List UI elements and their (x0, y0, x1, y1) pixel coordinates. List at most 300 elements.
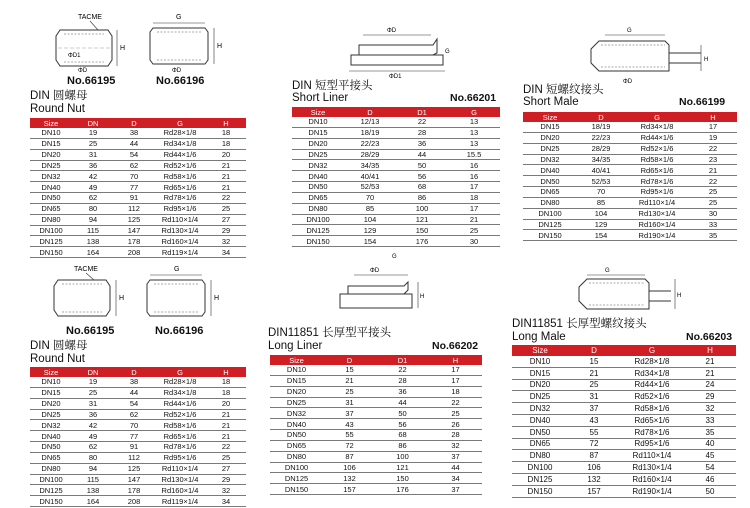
table-cell: Rd95×1/6 (625, 187, 689, 198)
table-cell: 21 (323, 375, 376, 386)
table-cell: 176 (376, 484, 429, 495)
table-cell: 22 (206, 193, 246, 204)
long-liner-title-cn: DIN11851 长厚型平接头 (268, 327, 392, 339)
table-cell: DN20 (523, 132, 577, 143)
table-cell: DN65 (270, 440, 323, 451)
table-cell: Rd78×1/6 (154, 442, 206, 453)
table-row (512, 367, 736, 379)
table-row (292, 182, 500, 193)
table-cell: Rd34×1/8 (154, 138, 206, 149)
table-cell: DN125 (30, 485, 72, 496)
table-cell: 32 (206, 485, 246, 496)
table-cell: 30 (448, 236, 500, 247)
long-liner-drawing (330, 250, 430, 320)
table-cell: 38 (114, 377, 154, 387)
table-cell: 178 (114, 236, 154, 247)
table-cell: 21 (568, 367, 620, 379)
table-cell: DN65 (512, 438, 568, 450)
table-cell: 157 (568, 485, 620, 497)
table-cell: DN150 (292, 236, 344, 247)
table-cell: 18 (206, 377, 246, 387)
table-cell: 150 (376, 473, 429, 484)
table-row (30, 247, 246, 258)
table-row (270, 484, 482, 495)
long-male-title-en: Long Male (512, 331, 566, 343)
table-cell: 104 (344, 214, 396, 225)
short-liner-title-en: Short Liner (292, 92, 349, 104)
table-cell: Rd160×1/4 (625, 219, 689, 230)
table-cell: 17 (429, 365, 482, 375)
short-liner-table (292, 107, 500, 247)
table-cell: 100 (396, 203, 448, 214)
table-row (512, 473, 736, 485)
table-row (292, 160, 500, 171)
table-cell: 13 (448, 127, 500, 138)
table-row (512, 462, 736, 474)
table-cell: 44 (114, 138, 154, 149)
table-cell: DN65 (30, 203, 72, 214)
table-cell: 16 (448, 160, 500, 171)
table-cell: 34 (206, 247, 246, 258)
long-male-drawing (575, 265, 685, 320)
table-cell: 21 (689, 165, 737, 176)
table-row (292, 149, 500, 160)
table-cell: 129 (577, 219, 625, 230)
table-cell: 115 (72, 225, 114, 236)
table-cell: 68 (376, 430, 429, 441)
svg-text:TACME: TACME (74, 266, 98, 273)
table-cell: 85 (577, 197, 625, 208)
table-cell: 121 (376, 462, 429, 473)
long-male-title-cn: DIN11851 长厚型螺纹接头 (512, 318, 647, 330)
table-cell: 29 (206, 474, 246, 485)
table-cell: DN15 (512, 367, 568, 379)
table-row (270, 462, 482, 473)
table-cell: DN40 (30, 182, 72, 193)
table-cell: Rd65×1/6 (620, 414, 684, 426)
table-cell: Rd78×1/6 (625, 176, 689, 187)
table-cell: 32 (684, 403, 736, 415)
svg-text:H: H (120, 45, 126, 52)
table-cell: DN32 (270, 408, 323, 419)
table-cell: 77 (114, 431, 154, 442)
short-liner-code: No.66201 (450, 92, 497, 104)
svg-text:G: G (392, 254, 397, 260)
table-row (270, 451, 482, 462)
table-cell: 72 (568, 438, 620, 450)
table-cell: 164 (72, 247, 114, 258)
table-cell: 36 (396, 138, 448, 149)
table-cell: Rd110×1/4 (625, 197, 689, 208)
table-cell: Rd119×1/4 (154, 496, 206, 507)
table-cell: 49 (72, 431, 114, 442)
table-cell: 178 (114, 485, 154, 496)
table-cell: DN25 (30, 409, 72, 420)
table-cell: 19 (72, 377, 114, 387)
table-cell: 70 (577, 187, 625, 198)
table-row (30, 431, 246, 442)
table-cell: 34 (429, 473, 482, 484)
table-cell: 38 (114, 128, 154, 138)
table-cell: Rd65×1/6 (154, 431, 206, 442)
table-cell: Rd110×1/4 (154, 214, 206, 225)
table-cell: DN32 (292, 160, 344, 171)
table-row (523, 197, 737, 208)
table-cell: 24 (684, 379, 736, 391)
table-cell: Rd34×1/8 (625, 122, 689, 132)
table-cell: 21 (684, 356, 736, 367)
table-row (30, 171, 246, 182)
table-cell: Rd65×1/6 (154, 182, 206, 193)
round-nut-table-top (30, 118, 246, 258)
table-cell: Rd130×1/4 (625, 208, 689, 219)
table-cell: Rd52×1/6 (154, 409, 206, 420)
table-row (523, 176, 737, 187)
table-cell: DN100 (270, 462, 323, 473)
table-cell: DN10 (292, 117, 344, 127)
table-row (30, 452, 246, 463)
short-male-title-cn: DIN 短螺纹接头 (523, 84, 604, 96)
table-cell: 100 (376, 451, 429, 462)
table-cell: 21 (206, 160, 246, 171)
table-cell: DN15 (30, 387, 72, 398)
table-cell: 94 (72, 214, 114, 225)
svg-text:G: G (174, 266, 180, 273)
long-liner-code: No.66202 (432, 340, 479, 352)
svg-text:ΦD: ΦD (78, 68, 88, 73)
table-cell: DN65 (523, 187, 577, 198)
svg-text:G: G (176, 14, 182, 21)
short-liner-drawing (345, 25, 455, 80)
round-nut-title-en-bottom: Round Nut (30, 353, 85, 365)
table-cell: DN100 (292, 214, 344, 225)
table-row (523, 208, 737, 219)
table-cell: DN10 (30, 128, 72, 138)
table-cell: 55 (323, 430, 376, 441)
table-cell: 15 (323, 365, 376, 375)
table-cell: 147 (114, 474, 154, 485)
table-row (30, 420, 246, 431)
table-row (30, 193, 246, 204)
table-cell: 40 (684, 438, 736, 450)
table-cell: Rd78×1/6 (620, 426, 684, 438)
table-cell: 94 (72, 463, 114, 474)
svg-text:ΦD: ΦD (387, 28, 397, 34)
table-cell: 17 (448, 182, 500, 193)
table-cell: 36 (376, 386, 429, 397)
table-cell: DN40 (292, 171, 344, 182)
table-cell: 17 (689, 122, 737, 132)
table-cell: 56 (376, 419, 429, 430)
table-cell: 15 (568, 356, 620, 367)
table-cell: 157 (323, 484, 376, 495)
table-cell: 34 (206, 496, 246, 507)
table-cell: 31 (72, 149, 114, 160)
table-row (270, 440, 482, 451)
table-row (270, 408, 482, 419)
table-cell: 22 (689, 176, 737, 187)
table-row (30, 160, 246, 171)
table-cell: Rd130×1/4 (154, 225, 206, 236)
table-cell: DN80 (30, 214, 72, 225)
svg-text:H: H (119, 295, 125, 302)
table-cell: DN80 (512, 450, 568, 462)
table-cell: 176 (396, 236, 448, 247)
table-cell: 52/53 (344, 182, 396, 193)
table-cell: Rd110×1/4 (620, 450, 684, 462)
table-cell: DN125 (292, 225, 344, 236)
svg-text:G: G (627, 28, 632, 34)
table-cell: 49 (72, 182, 114, 193)
table-cell: 91 (114, 193, 154, 204)
table-row (292, 214, 500, 225)
svg-text:ΦD1: ΦD1 (389, 74, 402, 80)
table-cell: DN80 (523, 197, 577, 208)
table-cell: 18/19 (344, 127, 396, 138)
table-cell: DN25 (292, 149, 344, 160)
table-cell: DN80 (292, 203, 344, 214)
table-row (512, 414, 736, 426)
table-row (30, 409, 246, 420)
table-cell: 37 (429, 451, 482, 462)
table-cell: Rd44×1/6 (620, 379, 684, 391)
table-cell: DN20 (270, 386, 323, 397)
table-cell: 132 (568, 473, 620, 485)
table-cell: 138 (72, 485, 114, 496)
table-cell: 21 (684, 367, 736, 379)
table-header-row: Size DN D G H (30, 367, 246, 377)
svg-text:G: G (445, 49, 450, 55)
table-cell: Rd95×1/6 (154, 452, 206, 463)
table-cell: Rd65×1/6 (625, 165, 689, 176)
table-cell: 18 (206, 138, 246, 149)
table-cell: DN20 (30, 149, 72, 160)
table-cell: DN10 (270, 365, 323, 375)
table-row (523, 165, 737, 176)
table-row (30, 474, 246, 485)
table-cell: 72 (323, 440, 376, 451)
svg-text:ΦD: ΦD (370, 268, 380, 274)
table-cell: Rd58×1/6 (625, 154, 689, 165)
table-cell: DN25 (512, 391, 568, 403)
table-row (523, 230, 737, 241)
table-cell: DN40 (512, 414, 568, 426)
table-row (512, 391, 736, 403)
table-cell: DN15 (292, 127, 344, 138)
table-row (512, 426, 736, 438)
svg-text:H: H (704, 57, 709, 63)
table-row (30, 225, 246, 236)
table-cell: 112 (114, 452, 154, 463)
table-row (292, 127, 500, 138)
table-cell: 50 (376, 408, 429, 419)
table-cell: 17 (429, 375, 482, 386)
table-cell: 29 (684, 391, 736, 403)
table-row (270, 419, 482, 430)
table-cell: DN32 (30, 171, 72, 182)
table-cell: DN15 (270, 375, 323, 386)
table-cell: 70 (344, 192, 396, 203)
table-cell: DN100 (30, 474, 72, 485)
short-male-title-en: Short Male (523, 96, 579, 108)
table-row (512, 450, 736, 462)
table-row (292, 225, 500, 236)
table-cell: 44 (114, 387, 154, 398)
table-cell: 34/35 (344, 160, 396, 171)
table-row (292, 192, 500, 203)
table-cell: 36 (72, 409, 114, 420)
table-row (270, 473, 482, 484)
table-cell: Rd58×1/6 (154, 420, 206, 431)
table-row (30, 463, 246, 474)
table-cell: Rd95×1/6 (154, 203, 206, 214)
table-cell: 115 (72, 474, 114, 485)
table-cell: 13 (448, 138, 500, 149)
tacme-label: TACME (78, 14, 102, 21)
table-cell: 208 (114, 247, 154, 258)
table-row (30, 442, 246, 453)
table-cell: 28/29 (577, 143, 625, 154)
table-cell: 25 (206, 203, 246, 214)
table-cell: DN150 (512, 485, 568, 497)
round-nut-code-a: No.66195 (67, 75, 116, 87)
table-cell: DN25 (523, 143, 577, 154)
table-cell: 31 (323, 397, 376, 408)
table-cell: 28 (376, 375, 429, 386)
short-male-table (523, 112, 737, 241)
table-cell: 26 (429, 419, 482, 430)
table-cell: 31 (72, 398, 114, 409)
table-cell: Rd110×1/4 (154, 463, 206, 474)
table-cell: DN150 (30, 247, 72, 258)
table-cell: DN20 (30, 398, 72, 409)
table-cell: 45 (684, 450, 736, 462)
svg-text:H: H (420, 294, 425, 300)
table-cell: DN125 (512, 473, 568, 485)
table-cell: 54 (684, 462, 736, 474)
table-cell: Rd44×1/6 (154, 149, 206, 160)
table-cell: 28 (396, 127, 448, 138)
table-cell: 104 (577, 208, 625, 219)
table-cell: 70 (114, 171, 154, 182)
table-cell: DN50 (270, 430, 323, 441)
table-cell: Rd78×1/6 (154, 193, 206, 204)
table-cell: 150 (396, 225, 448, 236)
table-row (270, 397, 482, 408)
table-cell: 54 (114, 398, 154, 409)
table-cell: 22/23 (344, 138, 396, 149)
table-cell: 35 (684, 426, 736, 438)
short-male-code: No.66199 (679, 96, 726, 108)
table-cell: Rd190×1/4 (620, 485, 684, 497)
table-cell: 21 (448, 214, 500, 225)
table-cell: 18/19 (577, 122, 625, 132)
table-cell: 28/29 (344, 149, 396, 160)
table-cell: Rd130×1/4 (154, 474, 206, 485)
table-cell: 44 (376, 397, 429, 408)
table-cell: 21 (206, 182, 246, 193)
table-row (30, 485, 246, 496)
table-cell: Rd52×1/6 (620, 391, 684, 403)
table-cell: 87 (323, 451, 376, 462)
table-cell: 54 (114, 149, 154, 160)
table-cell: Rd28×1/8 (620, 356, 684, 367)
table-row (512, 356, 736, 367)
table-row (30, 182, 246, 193)
table-cell: Rd44×1/6 (154, 398, 206, 409)
table-cell: 154 (577, 230, 625, 241)
table-cell: 132 (323, 473, 376, 484)
table-cell: 32 (429, 440, 482, 451)
table-cell: DN150 (270, 484, 323, 495)
table-cell: 50 (396, 160, 448, 171)
table-cell: 21 (206, 420, 246, 431)
table-cell: Rd160×1/4 (620, 473, 684, 485)
table-row (292, 117, 500, 127)
svg-text:H: H (214, 295, 220, 302)
table-cell: 106 (323, 462, 376, 473)
table-cell: 121 (396, 214, 448, 225)
table-row (30, 387, 246, 398)
table-cell: Rd160×1/4 (154, 485, 206, 496)
table-cell: 112 (114, 203, 154, 214)
table-row (30, 214, 246, 225)
table-cell: Rd190×1/4 (625, 230, 689, 241)
table-cell: DN15 (30, 138, 72, 149)
table-cell: DN100 (30, 225, 72, 236)
table-cell: Rd28×1/8 (154, 128, 206, 138)
table-cell: 32 (206, 236, 246, 247)
table-cell: 30 (689, 208, 737, 219)
table-cell: DN32 (30, 420, 72, 431)
table-header-row: Size D G H (523, 112, 737, 122)
table-cell: DN50 (30, 442, 72, 453)
table-cell: 147 (114, 225, 154, 236)
round-nut-title-cn-bottom: DIN 圆螺母 (30, 340, 88, 352)
table-row (523, 219, 737, 230)
short-male-drawing (585, 25, 715, 85)
table-cell: 62 (72, 442, 114, 453)
table-cell: 87 (568, 450, 620, 462)
table-cell: Rd34×1/8 (154, 387, 206, 398)
table-cell: 25 (568, 379, 620, 391)
long-male-code: No.66203 (686, 331, 733, 343)
long-liner-title-en: Long Liner (268, 340, 323, 352)
table-cell: 25 (323, 386, 376, 397)
table-cell: DN80 (270, 451, 323, 462)
table-cell: 22 (206, 442, 246, 453)
table-cell: DN10 (512, 356, 568, 367)
table-row (30, 138, 246, 149)
table-cell: 25 (689, 187, 737, 198)
table-header-row: Size D D1 G (292, 107, 500, 117)
table-cell: 18 (429, 386, 482, 397)
table-cell: 18 (448, 192, 500, 203)
table-cell: DN50 (30, 193, 72, 204)
table-cell: DN125 (270, 473, 323, 484)
table-cell: 21 (206, 431, 246, 442)
table-cell: 86 (376, 440, 429, 451)
table-row (292, 171, 500, 182)
table-cell: Rd58×1/6 (154, 171, 206, 182)
table-cell: DN15 (523, 122, 577, 132)
table-cell: 138 (72, 236, 114, 247)
table-row (30, 398, 246, 409)
table-cell: 50 (684, 485, 736, 497)
table-cell: 13 (448, 117, 500, 127)
table-cell: 16 (448, 171, 500, 182)
table-row (30, 496, 246, 507)
